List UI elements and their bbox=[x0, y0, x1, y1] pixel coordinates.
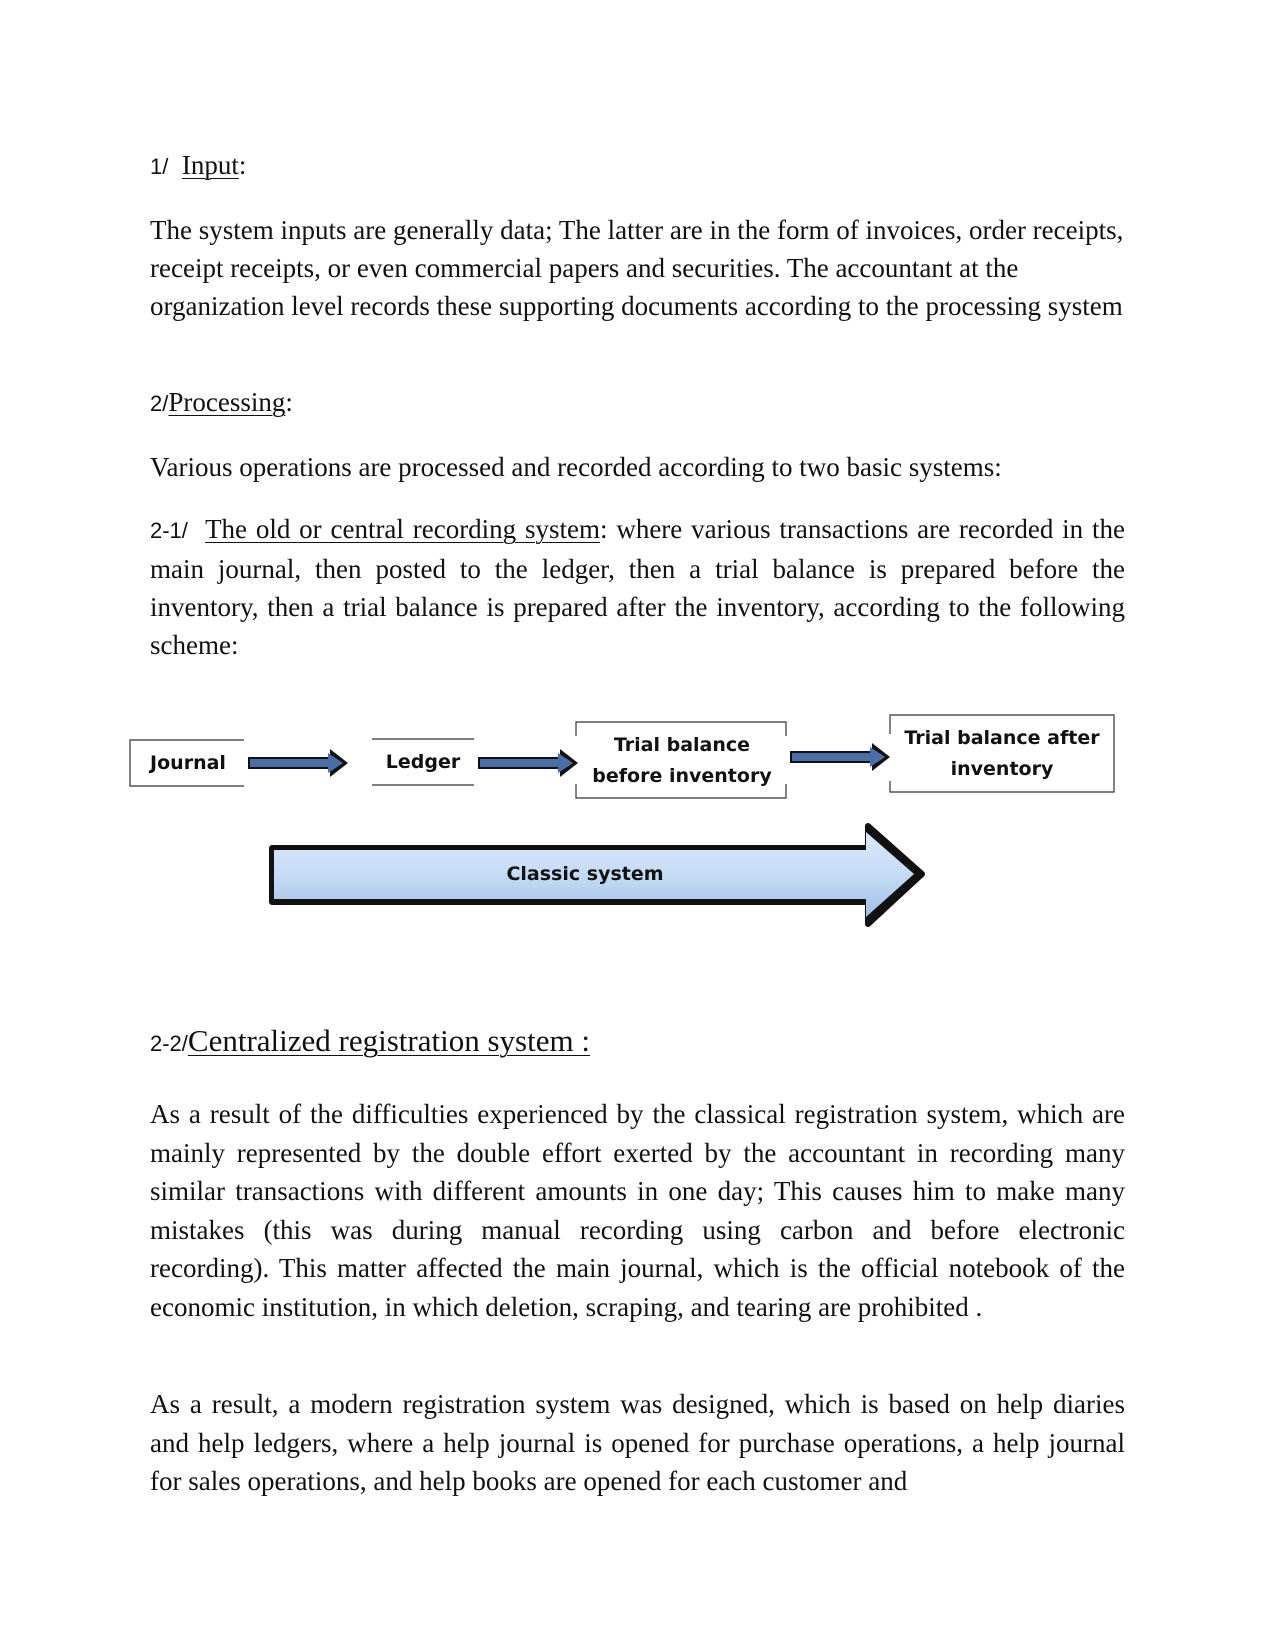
heading-centralized bbox=[150, 1022, 1125, 1063]
ledger-box: Ledger bbox=[385, 751, 461, 773]
processing-paragraph: Various operations are processed and recorded according to two basic systems: bbox=[150, 452, 1002, 482]
heading-colon: : bbox=[285, 387, 293, 417]
heading-title: Centralized registration system : bbox=[187, 1023, 590, 1058]
heading-title: Processing bbox=[168, 387, 286, 417]
heading-number: 2-1/ bbox=[150, 518, 188, 543]
heading-title: The old or central recording system bbox=[205, 514, 600, 544]
arrow-ledger-trial-icon bbox=[478, 749, 578, 777]
input-paragraph: The system inputs are generally data; The latter are in the form of invoices, order receipts, receipt receipts, or even commercial papers and securities. The accountant at the organization level records these supporting documents according to the processing system bbox=[150, 215, 1124, 321]
old-system-text: : where various transactions are recorded in the main journal, then posted to the ledger, then a trial balance is prepared before the inventory, then a trial balance is prepared after the inventory, according to the following scheme: bbox=[150, 514, 1125, 660]
trial-after-box: Trial balance after inventory bbox=[904, 727, 1100, 780]
heading-number: 1/ bbox=[150, 154, 169, 179]
heading-number: 2/ bbox=[150, 391, 169, 416]
arrow-journal-ledger-icon bbox=[248, 749, 348, 777]
heading-colon: : bbox=[238, 150, 247, 180]
arrow-trial-trial-icon bbox=[790, 743, 890, 771]
journal-box: Journal bbox=[150, 752, 226, 774]
centralized-paragraph-2: As a result, a modern registration system was designed, which is based on help diaries and help ledgers, where a help journal is opened for purchase operations, a help journal for sales operations, and help books are opened for each customer and bbox=[150, 1389, 1125, 1496]
classic-system-label: Classic system bbox=[506, 862, 664, 885]
heading-number: 2-2/ bbox=[150, 1031, 188, 1056]
centralized-paragraph-1: As a result of the difficulties experienced by the classical registration system, which are mainly represented by the double effort exerted by the accountant in recording many similar transactions with different amounts in one day; This causes him to make many mistakes (this was during manual recording using carbon and before electronic recording). This matter affected the main journal, which is the official notebook of the economic institution, in which deletion, scraping, and tearing are prohibited . bbox=[150, 1099, 1125, 1322]
heading-title: Input bbox=[181, 150, 239, 180]
trial-before-box: Trial balance before inventory bbox=[592, 734, 772, 787]
